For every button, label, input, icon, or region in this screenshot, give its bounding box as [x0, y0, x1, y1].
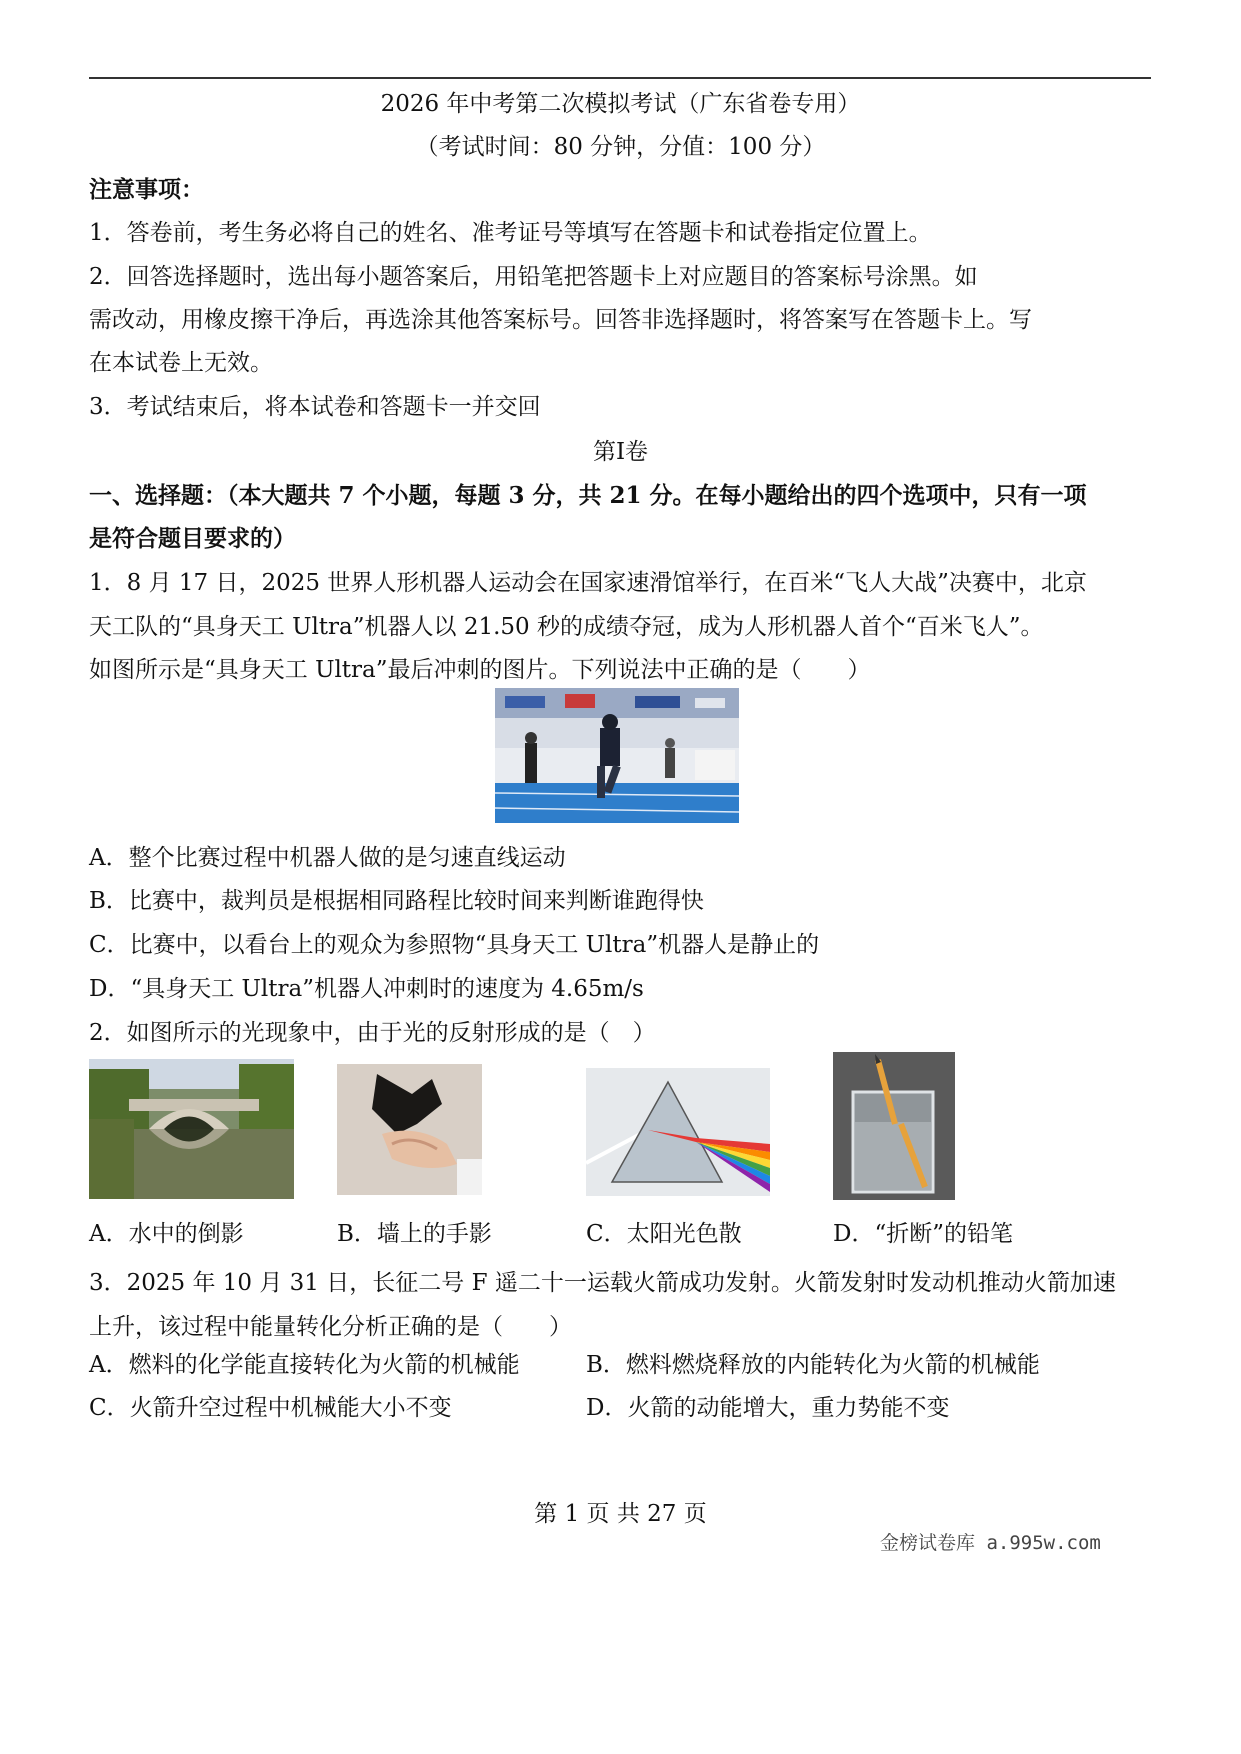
section-1-heading-line-1: 一、选择题：（本大题共 7 个小题，每题 3 分，共 21 分。在每小题给出的四个选项中，只有一项 — [89, 482, 1087, 509]
q2-option-d: D．“折断”的铅笔 — [833, 1221, 1013, 1247]
footer-brand: 金榜试卷库 a.995w.com — [880, 1532, 1101, 1554]
q1-stem-line-2: 天工队的“具身天工 Ultra”机器人以 21.50 秒的成绩夺冠，成为人形机器人首个“百米飞人”。 — [89, 614, 1044, 640]
volume-heading: 第I卷 — [592, 439, 649, 465]
note-3: 3．考试结束后，将本试卷和答题卡一并交回 — [89, 394, 541, 420]
exam-title: 2026 年中考第二次模拟考试（广东省卷专用） — [380, 91, 861, 117]
bridge-reflection-photo — [89, 1059, 294, 1199]
notes-heading: 注意事项： — [89, 176, 204, 203]
q1-stem-line-1: 1．8 月 17 日，2025 世界人形机器人运动会在国家速滑馆举行，在百米“飞人大战”决赛中，北京 — [89, 570, 1087, 596]
header-rule — [89, 77, 1151, 79]
bent-pencil-in-glass-photo — [833, 1052, 955, 1200]
q1-option-c: C．比赛中，以看台上的观众为参照物“具身天工 Ultra”机器人是静止的 — [89, 932, 820, 958]
q3-option-a: A．燃料的化学能直接转化为火箭的机械能 — [89, 1352, 520, 1378]
note-2-line-2: 需改动，用橡皮擦干净后，再选涂其他答案标号。回答非选择题时，将答案写在答题卡上。写 — [89, 307, 1032, 333]
note-2-line-3: 在本试卷上无效。 — [89, 350, 273, 376]
prism-dispersion-diagram — [586, 1068, 770, 1196]
q2-option-c: C．太阳光色散 — [586, 1221, 742, 1247]
q1-option-d: D．“具身天工 Ultra”机器人冲刺时的速度为 4.65m/s — [89, 976, 644, 1002]
section-1-heading-line-2: 是符合题目要求的） — [89, 525, 296, 552]
q3-option-d: D．火箭的动能增大，重力势能不变 — [586, 1395, 950, 1421]
exam-subtitle: （考试时间：80 分钟，分值：100 分） — [415, 134, 826, 160]
q3-stem-line-1: 3．2025 年 10 月 31 日，长征二号 F 遥二十一运载火箭成功发射。火箭发射时发动机推动火箭加速 — [89, 1270, 1116, 1296]
note-2-line-1: 2．回答选择题时，选出每小题答案后，用铅笔把答题卡上对应题目的答案标号涂黑。如 — [89, 264, 978, 290]
q1-stem-line-3: 如图所示是“具身天工 Ultra”最后冲刺的图片。下列说法中正确的是（ ） — [89, 657, 871, 683]
q2-stem: 2．如图所示的光现象中，由于光的反射形成的是（ ） — [89, 1020, 656, 1046]
q1-option-a: A．整个比赛过程中机器人做的是匀速直线运动 — [89, 845, 566, 871]
page-number: 第 1 页 共 27 页 — [534, 1501, 707, 1527]
note-1: 1．答卷前，考生务必将自己的姓名、准考证号等填写在答题卡和试卷指定位置上。 — [89, 220, 932, 246]
q1-option-b: B．比赛中，裁判员是根据相同路程比较时间来判断谁跑得快 — [89, 888, 704, 914]
robot-sprint-photo — [495, 688, 739, 823]
q3-option-b: B．燃料燃烧释放的内能转化为火箭的机械能 — [586, 1352, 1040, 1378]
q2-option-b: B．墙上的手影 — [337, 1221, 492, 1247]
q3-stem-line-2: 上升，该过程中能量转化分析正确的是（ ） — [89, 1314, 572, 1340]
q3-option-c: C．火箭升空过程中机械能大小不变 — [89, 1395, 452, 1421]
q2-option-a: A．水中的倒影 — [89, 1221, 244, 1247]
hand-shadow-photo — [337, 1064, 482, 1195]
